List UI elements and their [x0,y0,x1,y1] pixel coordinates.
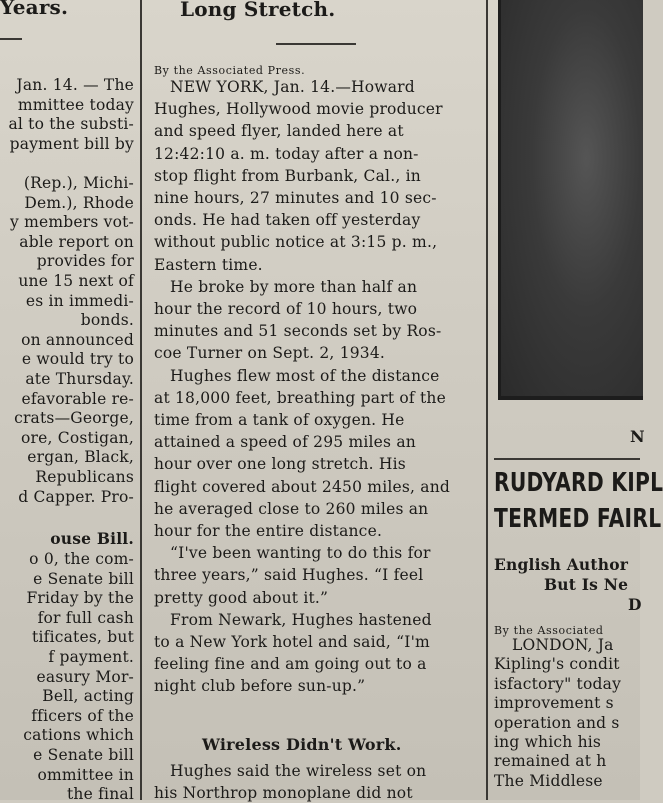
kipling-deck-1: English Author [494,555,629,574]
photo-caption-fragment: N [630,427,645,446]
text-line: y members vot- [10,213,134,232]
text-line: coe Turner on Sept. 2, 1934. [154,344,386,363]
text-line: for full cash [37,608,134,627]
text-line: Republicans [35,468,134,486]
text-line: Dem.), Rhode [24,193,134,212]
text-line: minutes and 51 seconds set by Ros- [154,322,442,341]
text-line: he averaged close to 260 miles an [154,499,429,518]
article-credit: By the Associated Press. [154,64,306,77]
kipling-headline-2: TERMED FAIRL [494,504,662,534]
text-line: From Newark, Hughes hastened [170,610,432,629]
text-line: the final [67,785,134,803]
text-line: mmittee today [17,95,134,114]
text-line: at 18,000 feet, breathing part of the [154,388,446,407]
text-line: hour for the entire distance. [154,522,383,540]
text-line: ergan, Black, [27,448,134,467]
text-line: Kipling's condit [494,655,620,674]
text-line: ing which his [494,733,602,751]
text-line: Eastern time. [154,255,263,274]
text-line: hour the record of 10 hours, two [154,300,418,318]
text-line: Hughes, Hollywood movie producer [154,100,443,119]
text-line: cations which [23,726,134,745]
text-line: He broke by more than half an [170,277,418,296]
main-article [142,0,486,800]
right-column [488,0,663,800]
text-line: e Senate bill [33,746,134,764]
article-headline: Long Stretch. [180,0,336,21]
text-line: bonds. [80,311,134,330]
text-line: stop flight from Burbank, Cal., in [154,166,421,185]
text-line: on announced [21,330,134,349]
text-line: ate Thursday. [25,370,134,388]
text-line: operation and s [494,713,620,732]
text-line: “I've been wanting to do this for [170,544,431,563]
text-line: fficers of the [31,706,134,725]
text-line: isfactory" today [494,674,622,693]
text-line: Bell, acting [42,687,134,706]
kipling-credit: By the Associated [494,624,604,637]
kipling-headline-1: RUDYARD KIPL [494,468,663,498]
text-line: ommittee in [37,765,134,784]
text-line: e Senate bill [33,569,134,588]
text-line: onds. He had taken off yesterday [154,211,421,230]
text-line: crats—George, [14,409,134,428]
text-line: remained at h [494,752,607,771]
text-line: nine hours, 27 minutes and 10 sec- [154,189,437,207]
headline-rule [276,43,356,45]
text-line: three years,” said Hughes. “I feel [154,566,424,585]
text-line: able report on [19,232,134,251]
text-line: flight covered about 2450 miles, and [154,477,451,496]
text-line: LONDON, Ja [512,636,614,654]
text-line: efavorable re- [21,389,134,408]
text-line: d Capper. Pro- [18,487,134,506]
text-line: time from a tank of oxygen. He [154,411,405,429]
text-line: Hughes flew most of the distance [170,366,440,385]
text-line: to a New York hotel and said, “I'm [154,633,430,651]
text-line: e would try to [21,350,134,369]
kipling-deck-2: But Is Ne [544,575,629,594]
left-title-fragment: Years. [0,0,69,19]
text-line: improvement s [494,694,614,713]
text-line: attained a speed of 295 miles an [154,433,416,452]
article-subhead: Wireless Didn't Work. [202,735,402,754]
left-subhead: ouse Bill. [50,529,134,548]
text-line: night club before sun-up.” [154,677,366,696]
text-line: o 0, the com- [29,550,134,568]
text-line: without public notice at 3:15 p. m., [154,233,438,252]
text-line: al to the substi- [8,115,134,134]
text-line: provides for [36,252,134,271]
text-line: tificates, but [32,628,134,647]
text-line: f payment. [48,648,134,666]
text-line: une 15 next of [18,272,134,290]
text-line: 12:42:10 a. m. today after a non- [154,144,419,163]
text-line: (Rep.), Michi- [23,174,134,192]
text-line: and speed flyer, landed here at [154,122,404,141]
text-line: payment bill by [9,134,134,153]
text-line: Hughes said the wireless set on [170,762,427,780]
text-line: Jan. 14. — The [16,76,134,94]
left-column [0,0,140,803]
text-line: feeling fine and am going out to a [154,655,427,674]
text-line: The Middlese [494,771,603,790]
text-line: hour over one long stretch. His [154,455,406,474]
right-rule [494,458,640,460]
text-line: easury Mor- [36,667,134,686]
text-line: NEW YORK, Jan. 14.—Howard [170,78,415,96]
kipling-deck-3: D [628,595,642,614]
text-line: Friday by the [26,589,134,608]
left-rule [0,38,22,40]
text-line: es in immedi- [25,291,134,310]
text-line: pretty good about it.” [154,588,329,607]
text-line: ore, Costigan, [21,428,134,447]
text-line: his Northrop monoplane did not [154,784,413,802]
